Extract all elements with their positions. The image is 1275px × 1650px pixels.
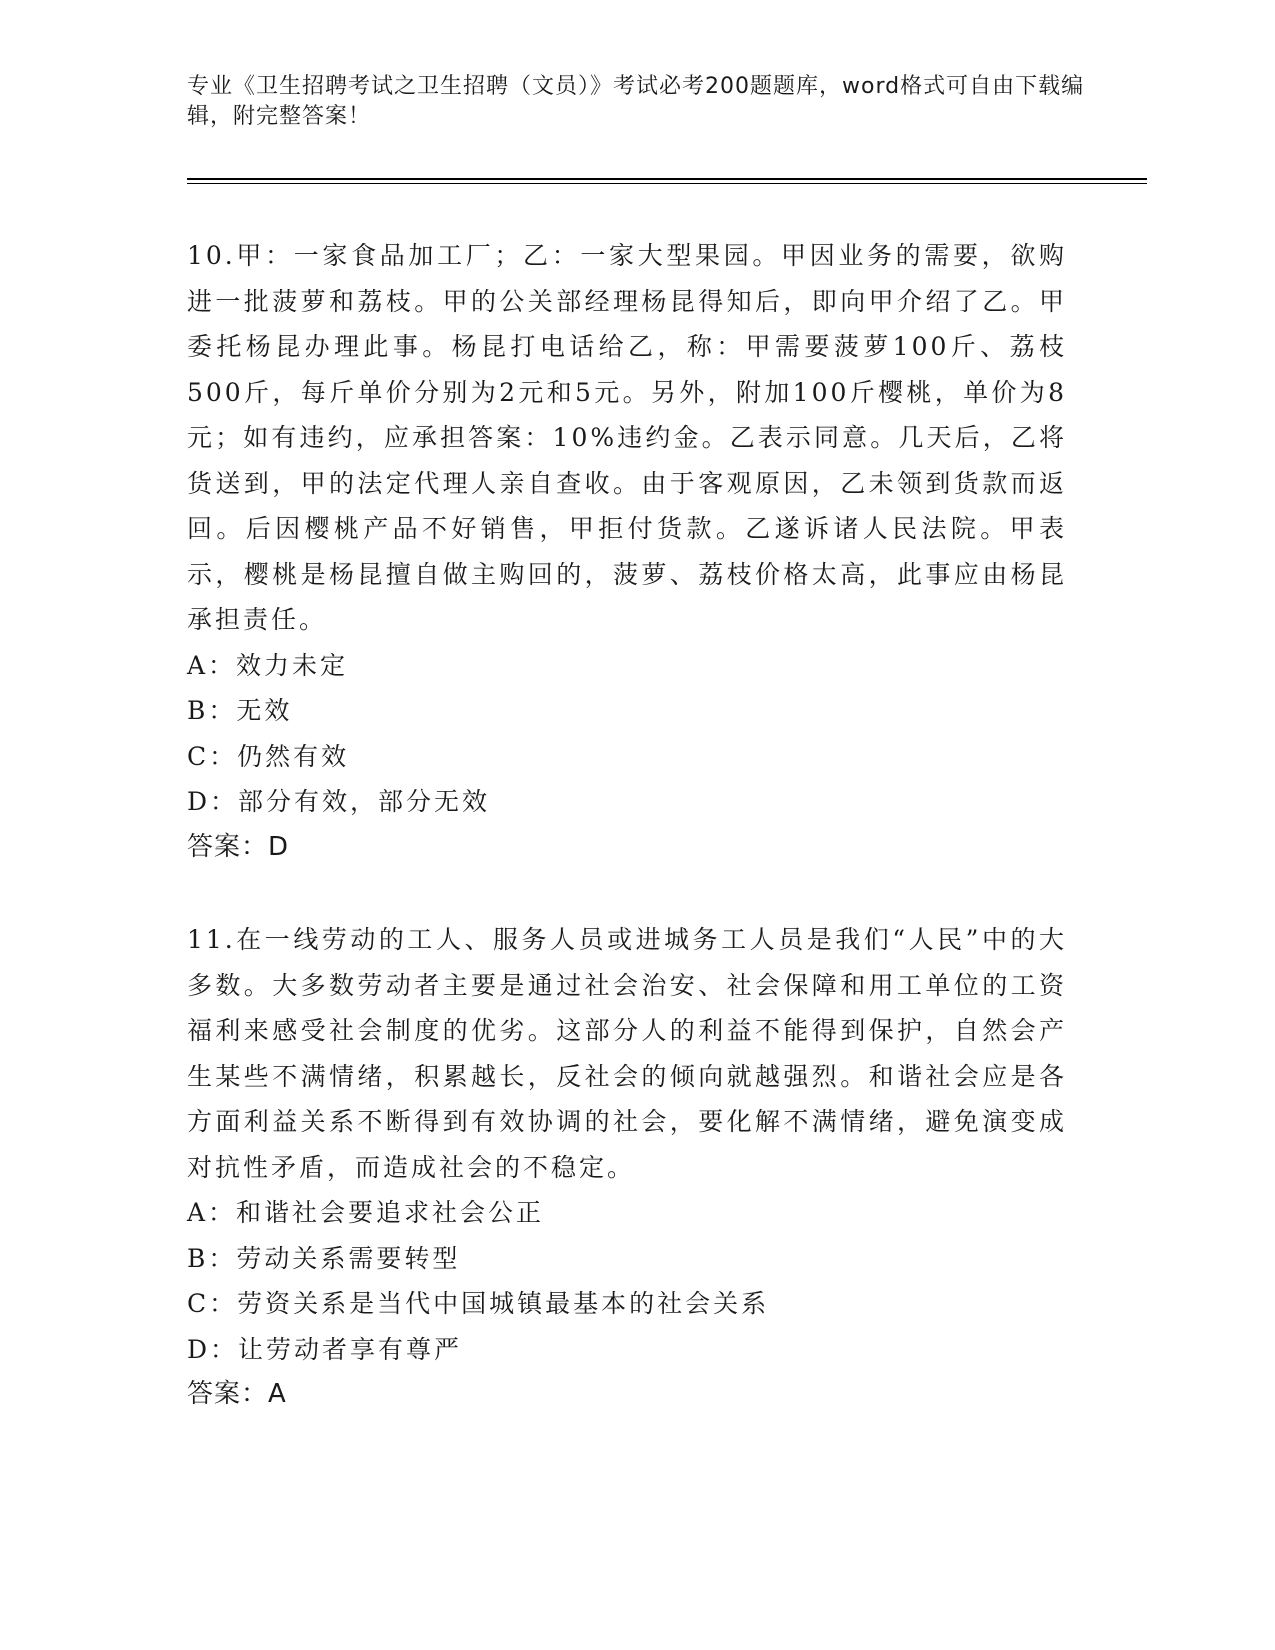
answer: 答案：D	[187, 831, 290, 862]
answer: 答案：A	[187, 1379, 287, 1409]
option-a: A：效力未定	[187, 650, 349, 680]
question-11	[187, 917, 1067, 1418]
question-stem: 10.甲：一家食品加工厂；乙：一家大型果园。甲因业务的需要，欲购进一批菠萝和荔枝。甲的公关部经理杨昆得知后，即向甲介绍了乙。甲委托杨昆办理此事。杨昆打电话给乙，称：甲需要菠萝100斤、荔枝500斤，每斤单价分别为2元和5元。另外，附加100斤樱桃，单价为8元；如有违约，应承担答案：10%违约金。乙表示同意。几天后，乙将货送到，甲的法定代理人亲自查收。由于客观原因，乙未领到货款而返回。后因樱桃产品不好销售，甲拒付货款。乙遂诉诸人民法院。甲表示，樱桃是杨昆擅自做主购回的，菠萝、荔枝价格太高，此事应由杨昆承担责任。	[187, 241, 1067, 634]
header-divider-thick	[187, 178, 1147, 180]
question-stem: 11.在一线劳动的工人、服务人员或进城务工人员是我们“人民”中的大多数。大多数劳动者主要是通过社会治安、社会保障和用工单位的工资福利来感受社会制度的优劣。这部分人的利益不能得到保护，自然会产生某些不满情绪，积累越长，反社会的倾向就越强烈。和谐社会应是各方面利益关系不断得到有效协调的社会，要化解不满情绪，避免演变成对抗性矛盾，而造成社会的不稳定。	[187, 925, 1067, 1182]
header-divider-thin	[187, 183, 1147, 184]
option-b: B：无效	[187, 696, 293, 725]
option-c: C：仍然有效	[187, 741, 350, 771]
question-10	[187, 233, 1067, 870]
option-a: A：和谐社会要追求社会公正	[187, 1198, 545, 1227]
option-c: C：劳资关系是当代中国城镇最基本的社会关系	[187, 1289, 770, 1318]
document-header: 专业《卫生招聘考试之卫生招聘（文员）》考试必考200题题库，word格式可自由下载编辑，附完整答案！	[187, 74, 1085, 129]
option-d: D：部分有效，部分无效	[187, 787, 491, 816]
option-d: D：让劳动者享有尊严	[187, 1334, 463, 1364]
option-b: B：劳动关系需要转型	[187, 1243, 461, 1273]
